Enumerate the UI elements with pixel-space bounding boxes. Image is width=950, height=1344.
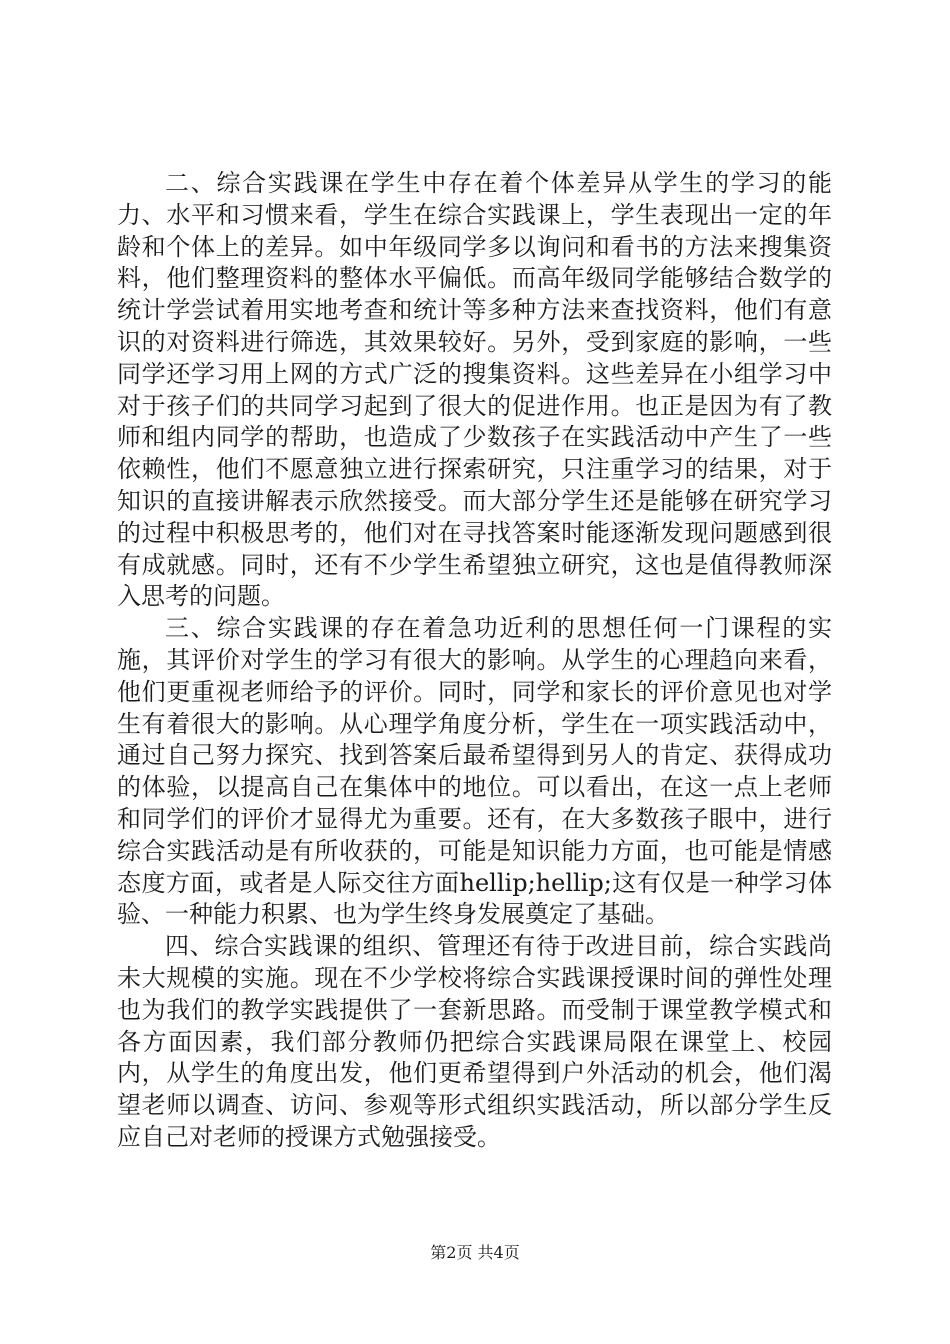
paragraph-3: 三、综合实践课的存在着急功近利的思想任何一门课程的实施，其评价对学生的学习有很大的影响。从学生的心理趋向来看，他们更重视老师给予的评价。同时，同学和家长的评价意见也对学生有着很大的影响。从心理学角度分析，学生在一项实践活动中，通过自己努力探究、找到答案后最希望得到另人的肯定、获得成功的体验，以提高自己在集体中的地位。可以看出，在这一点上老师和同学们的评价才显得尤为重要。还有，在大多数孩子眼中，进行综合实践活动是有所收获的，可能是知识能力方面，也可能是情感态度方面，或者是人际交往方面hellip;hellip;这有仅是一种学习体验、一种能力积累、也为学生终身发展奠定了基础。 (117, 614, 832, 929)
paragraph-4: 四、综合实践课的组织、管理还有待于改进目前，综合实践尚未大规模的实施。现在不少学校将综合实践课授课时间的弹性处理也为我们的教学实践提供了一套新思路。而受制于课堂教学模式和各方面因素，我们部分教师仍把综合实践课局限在课堂上、校园内，从学生的角度出发，他们更希望得到户外活动的机会，他们渴望老师以调查、访问、参观等形式组织实践活动，所以部分学生反应自己对老师的授课方式勉强接受。 (117, 932, 832, 1151)
page-number-footer: 第2页 共4页 (430, 1243, 520, 1262)
paragraph-2: 二、综合实践课在学生中存在着个体差异从学生的学习的能力、水平和习惯来看，学生在综合实践课上，学生表现出一定的年龄和个体上的差异。如中年级同学多以询问和看书的方法来搜集资料，他们整理资料的整体水平偏低。而高年级同学能够结合数学的统计学尝试着用实地考查和统计等多种方法来查找资料，他们有意识的对资料进行筛选，其效果较好。另外，受到家庭的影响，一些同学还学习用上网的方式广泛的搜集资料。这些差异在小组学习中对于孩子们的共同学习起到了很大的促进作用。也正是因为有了教师和组内同学的帮助，也造成了少数孩子在实践活动中产生了一些依赖性，他们不愿意独立进行探索研究，只注重学习的结果，对于知识的直接讲解表示欣然接受。而大部分学生还是能够在研究学习的过程中积极思考的，他们对在寻找答案时能逐渐发现问题感到很有成就感。同时，还有不少学生希望独立研究，这也是值得教师深入思考的问题。 (117, 169, 832, 611)
document-body (117, 168, 832, 1154)
